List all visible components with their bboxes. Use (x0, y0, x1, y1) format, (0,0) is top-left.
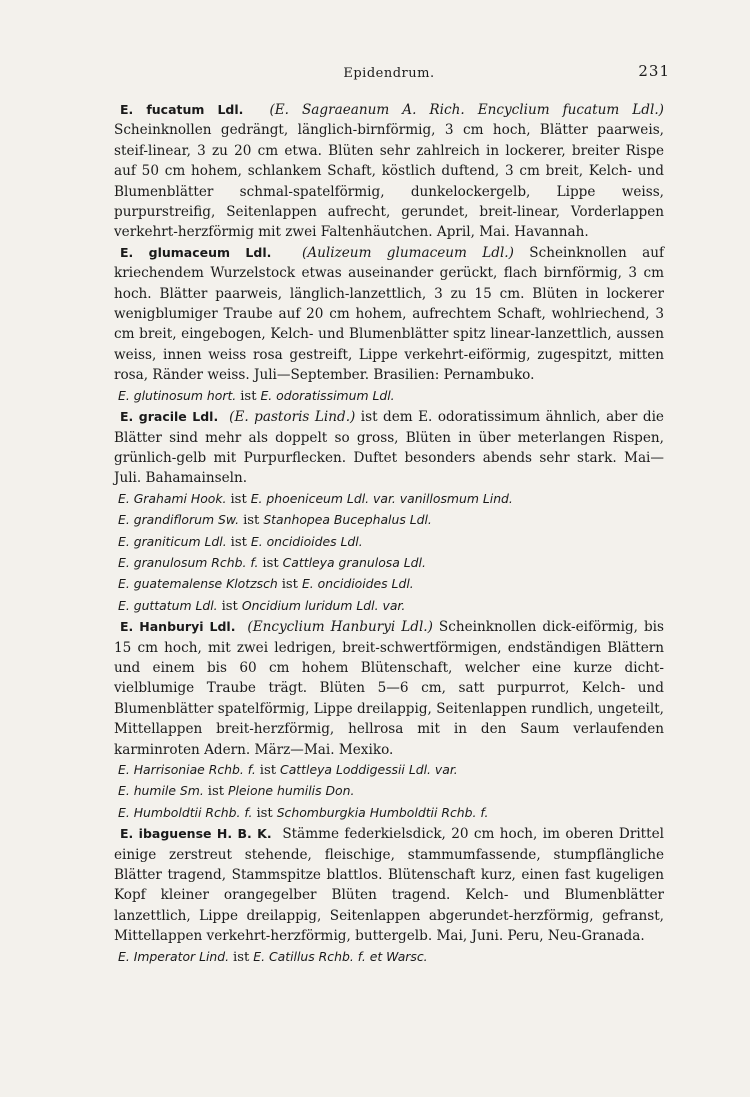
xref-target: E. odoratissimum Ldl. (260, 387, 395, 403)
entry-lead: E. Hanburyi Ldl. (120, 619, 236, 635)
page-header (114, 60, 670, 100)
entry-synonym: (E. pastoris Lind.) (229, 409, 356, 426)
entry-synonym: (Encyclium Hanburyi Ldl.) (247, 619, 433, 636)
entry-text: Scheinknollen dick-eiförmig, bis 15 cm hoch, mit zwei ledrigen, breit-schwertförmigen, endständigen Blättern und einem bis 60 cm hohem Blütenschaft, welcher eine kurze dicht-vielblumige Traube trägt. Blüten 5—6 cm, satt purpurrot, Kelch- und Blumenblätter spatelförmig, Lippe dreilappig, Seitenlappen rundlich, ungeteilt, Mittellappen breit-herzförmig, hellrosa mit in den Saum verlaufenden karminroten Adern. März—Mai. Mexiko. (114, 619, 664, 758)
entry-synonym: (E. Sagraeanum A. Rich. Encyclium fucatum Ldl.) (269, 102, 664, 118)
entry-lead: E. fucatum Ldl. (120, 102, 244, 117)
xref-imperator (114, 947, 664, 968)
xref-target: Stanhopea Bucephalus Ldl. (263, 512, 432, 528)
entry-lead: E. ibaguense H. B. K. (120, 826, 272, 842)
entry-synonym: (Aulizeum glumaceum Ldl.) (302, 244, 514, 261)
entry-glumaceum (114, 243, 664, 386)
xref-ist: ist (259, 763, 277, 778)
xref-granulosum (114, 553, 664, 574)
xref-graniticum (114, 532, 664, 553)
xref-name: E. Grahami Hook. (118, 490, 227, 506)
xref-harrisoniae (114, 760, 664, 781)
entry-gracile (114, 407, 664, 489)
xref-target: Schomburgkia Humboldtii Rchb. f. (276, 804, 489, 820)
xref-ist: ist (262, 555, 279, 571)
xref-name: E. grandiflorum Sw. (118, 512, 240, 528)
xref-target: Oncidium luridum Ldl. var. (241, 597, 406, 613)
entry-lead: E. glumaceum Ldl. (120, 244, 272, 260)
xref-ist: ist (207, 784, 225, 800)
xref-target: Pleione humilis Don. (228, 783, 355, 799)
xref-ist: ist (240, 388, 257, 404)
xref-ist: ist (230, 491, 247, 507)
xref-guatemalense (114, 574, 664, 595)
xref-grahami (114, 489, 664, 510)
xref-target: Cattleya granulosa Ldl. (282, 554, 426, 570)
xref-name: E. granulosum Rchb. f. (118, 554, 259, 570)
xref-name: E. Humboldtii Rchb. f. (118, 804, 253, 820)
xref-guttatum (114, 596, 664, 617)
xref-glutinosum (114, 386, 664, 407)
entry-text: Scheinknollen gedrängt, länglich-birnförmig, 3 cm hoch, Blätter paarweis, steif-linear, 3 zu 20 cm etwa. Blüten sehr zahlreich in lockerer, breiter Rispe auf 50 cm hohem, schlankem Schaft, köstlich duftend, 3 cm breit, Kelch- und Blumenblätter schmal-spatelförmig, dunkelockergelb, Lippe weiss, purpurstreifig, Seitenlappen aufrecht, gerundet, breit-linear, Vorderlappen verkehrt-herzförmig mit zwei Faltenhäutchen. April, Mai. Havannah. (114, 122, 664, 241)
entry-fucatum (114, 100, 664, 243)
xref-humile (114, 781, 664, 802)
xref-target: E. Catillus Rchb. f. et Warsc. (253, 948, 428, 964)
xref-ist: ist (243, 513, 260, 529)
xref-grandiflorum (114, 510, 664, 531)
entry-hanburyi (114, 617, 664, 760)
xref-name: E. graniticum Ldl. (118, 533, 227, 549)
entry-text: Stämme federkielsdick, 20 cm hoch, im oberen Drittel einige zerstreut stehende, fleischige, stammumfassende, stumpflängliche Blätter tragend, Stammspitze blattlos. Blütenschaft kurz, einen fast kugeligen Kopf kleiner orangegelber Blüten tragend. Kelch- und Blumenblätter lanzettlich, Lippe dreilappig, Seitenlappen abgerundet-herzförmig, gefranst, Mittellappen verkehrt-herzförmig, buttergelb. Mai, Juni. Peru, Neu-Granada. (114, 826, 664, 945)
xref-target: E. oncidioides Ldl. (301, 576, 414, 592)
entry-lead: E. gracile Ldl. (120, 409, 219, 425)
xref-ist: ist (256, 805, 273, 821)
entry-text: Scheinknollen auf kriechendem Wurzelstock etwas auseinander gerückt, flach birnförmig, 3 cm hoch. Blätter paarweis, länglich-lanzettlich, 3 zu 15 cm. Blüten in lockerer wenigblumiger Traube auf 20 cm hohem, aufrechtem Schaft, wohlriechend, 3 cm breit, eingebogen, Kelch- und Blumenblätter spitz linear-lanzettlich, aussen weiss, innen weiss rosa gestreift, Lippe verkehrt-eiförmig, zugespitzt, mitten rosa, Ränder weiss. Juli—September. Brasilien: Pernambuko. (114, 244, 664, 384)
xref-target: E. phoeniceum Ldl. var. vanillosmum Lind. (250, 490, 513, 506)
page-number: 231 (638, 62, 670, 80)
entry-ibaguense (114, 824, 664, 946)
xref-name: E. humile Sm. (118, 783, 204, 799)
xref-ist: ist (221, 598, 238, 614)
entries-list (114, 100, 664, 968)
xref-name: E. guatemalense Klotzsch (118, 576, 278, 592)
xref-name: E. guttatum Ldl. (118, 597, 218, 613)
xref-target: E. oncidioides Ldl. (250, 533, 363, 549)
xref-name: E. glutinosum hort. (118, 387, 237, 403)
xref-name: E. Harrisoniae Rchb. f. (118, 762, 256, 777)
xref-target: Cattleya Loddigessii Ldl. var. (280, 762, 458, 777)
running-title: Epidendrum. (343, 66, 435, 81)
xref-ist: ist (281, 577, 298, 593)
entry-text: ist dem E. odoratissimum ähnlich, aber die Blätter sind mehr als doppelt so gross, Blüten in über meterlangen Rispen, grünlich-gelb mit Purpurflecken. Duftet besonders abends sehr stark. Mai—Juli. Bahamainseln. (114, 409, 664, 487)
xref-ist: ist (233, 949, 250, 965)
xref-humboldtii (114, 803, 664, 824)
xref-ist: ist (230, 534, 247, 550)
xref-name: E. Imperator Lind. (118, 948, 230, 964)
